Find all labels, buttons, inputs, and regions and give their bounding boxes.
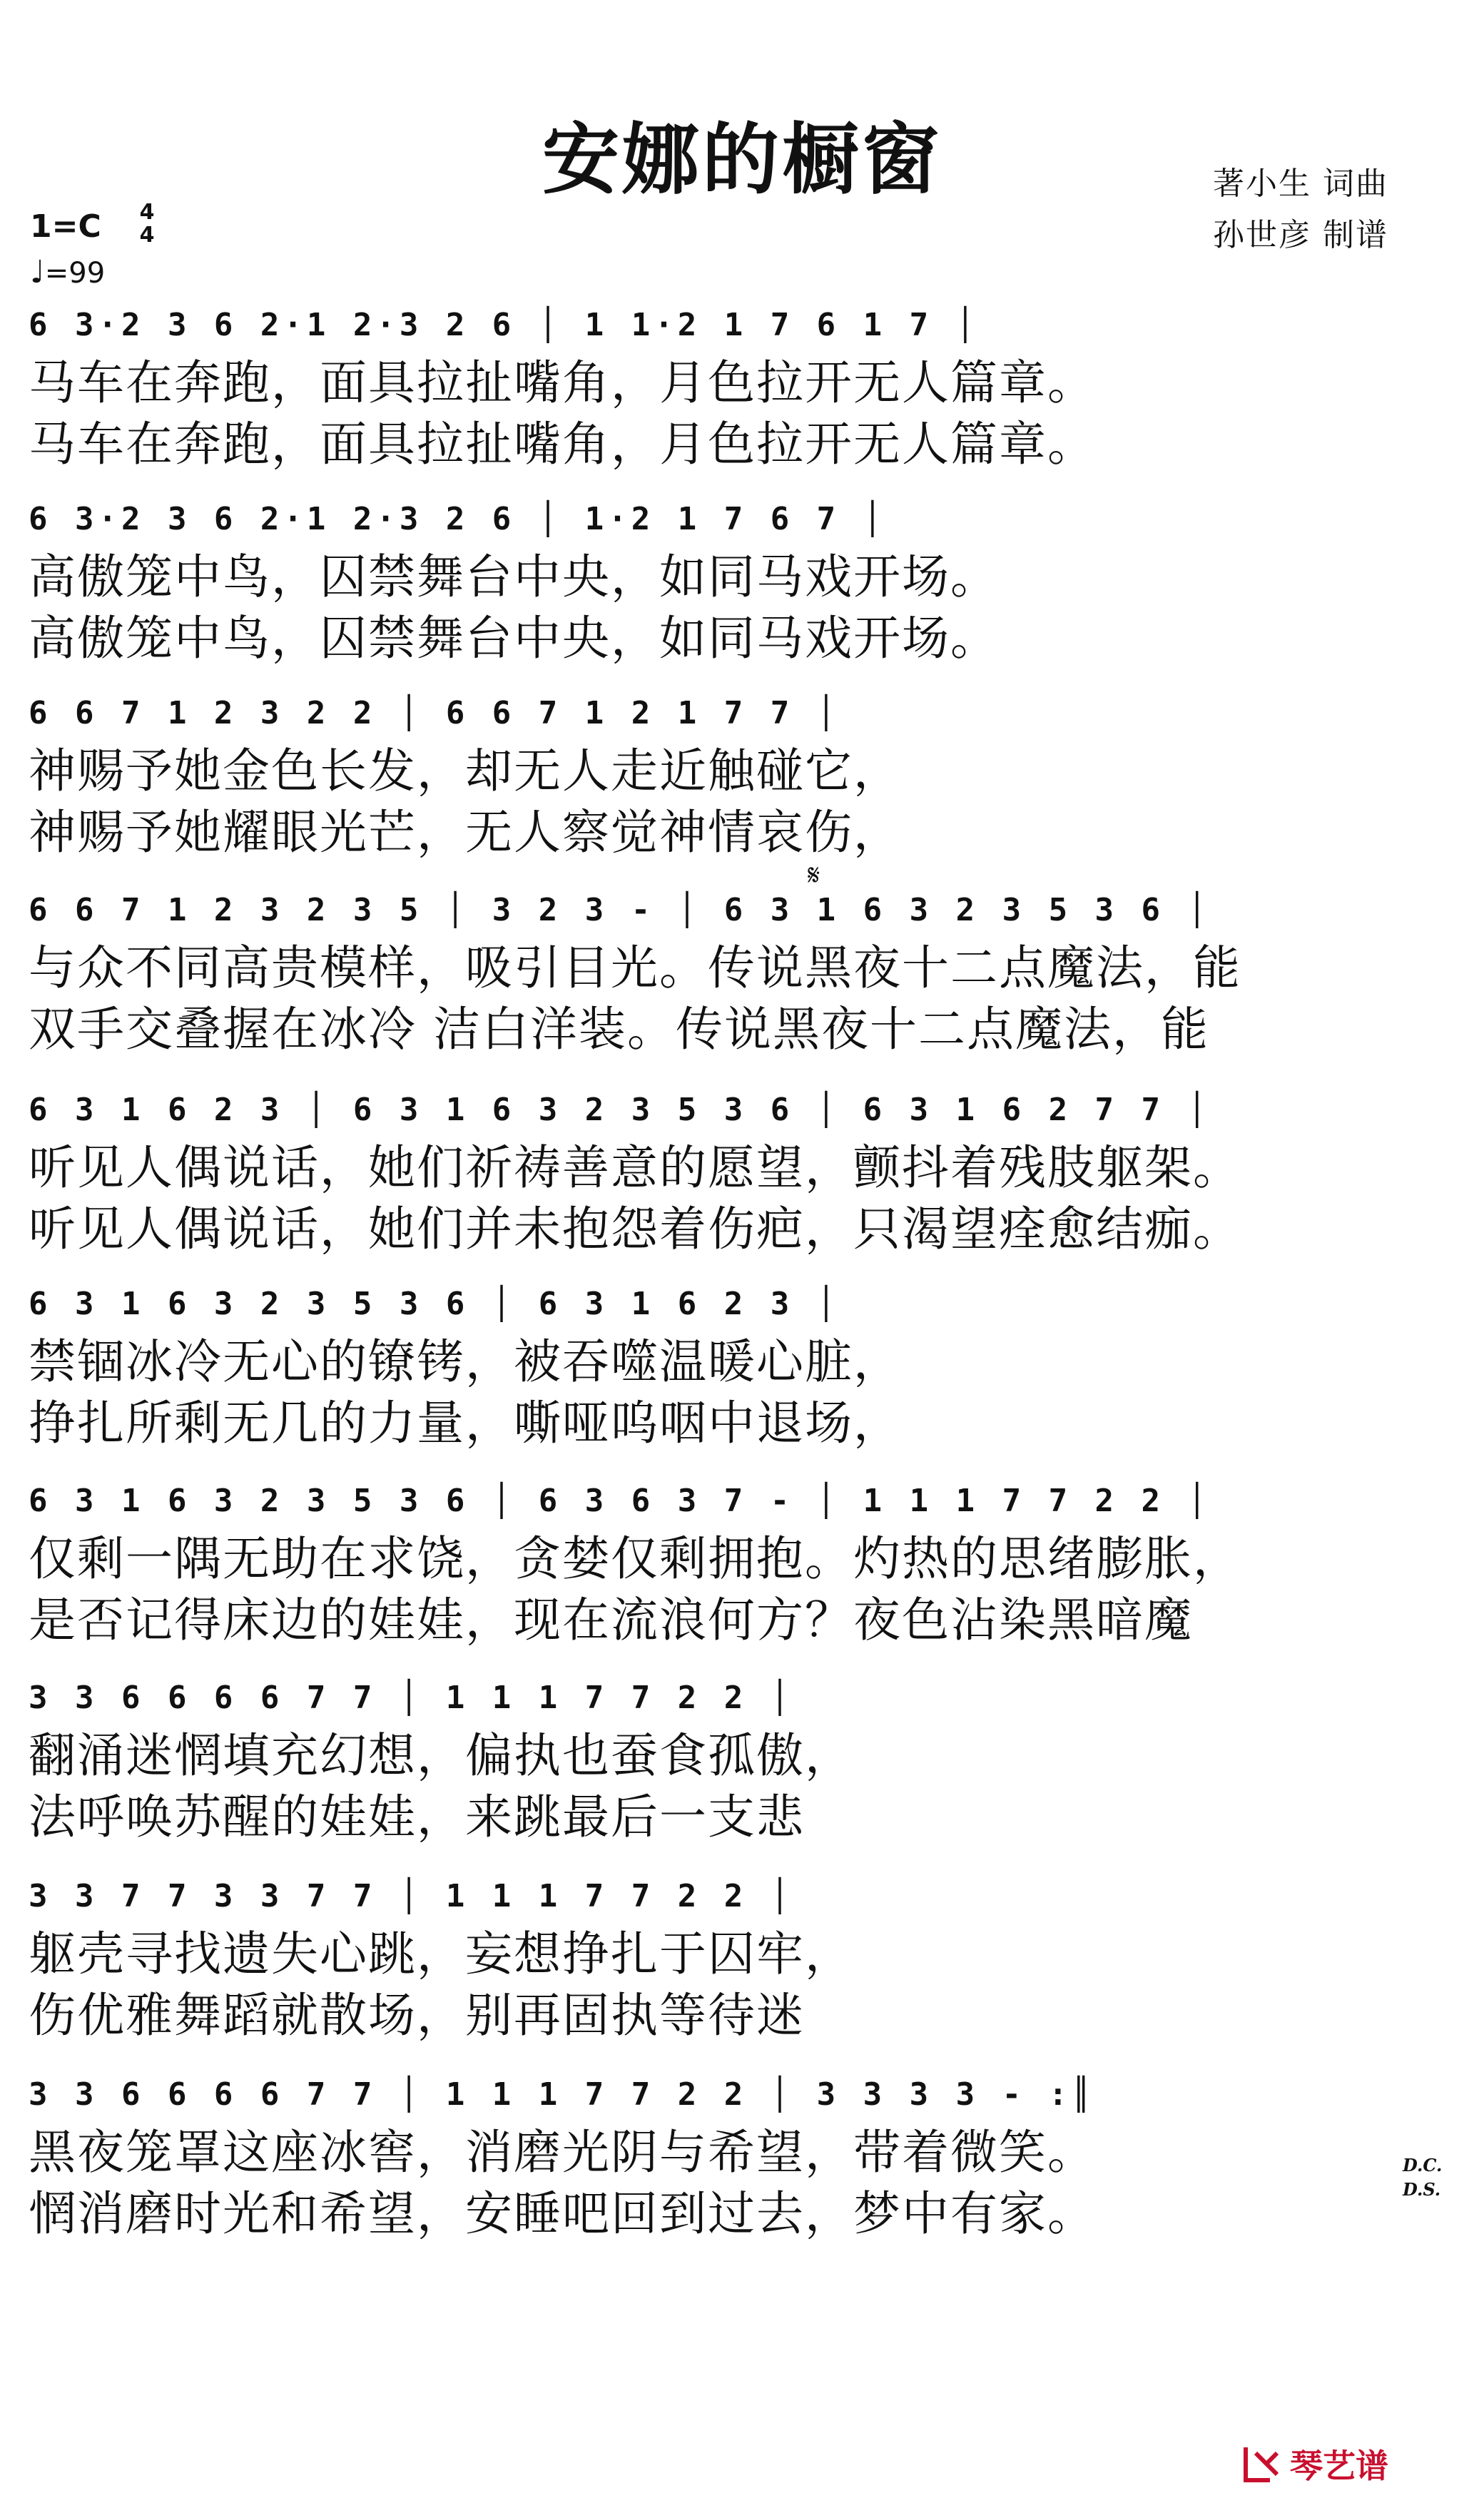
lyric-verse-1: 黑夜笼罩这座冰窖，消磨光阴与希望，带着微笑。	[29, 2125, 1096, 2180]
lyric-verse-1: 高傲笼中鸟，囚禁舞台中央，如同马戏开场。	[29, 549, 999, 604]
score-row	[0, 679, 1484, 865]
tempo-value: =99	[44, 257, 106, 290]
lyric-verse-1: 禁锢冰冷无心的镣铐，被吞噬温暖心脏，	[29, 1334, 902, 1389]
lyric-verse-2: 挣扎所剩无几的力量，嘶哑呜咽中退场，	[29, 1396, 902, 1451]
watermark	[1241, 2440, 1388, 2487]
lyric-verse-1: 仅剩一隅无助在求饶，贪婪仅剩拥抱。灼热的思绪膨胀，	[29, 1531, 1241, 1586]
lyric-verse-2: 惘消磨时光和希望，安睡吧回到过去，梦中有家。	[29, 2186, 1096, 2241]
notation-line: 6 6 7 1 2 3 2 2 │ 6 6 7 1 2 1 7 7 │	[29, 695, 840, 731]
score-row	[0, 2061, 1484, 2246]
lyric-verse-1: 躯壳寻找遗失心跳，妄想挣扎于囚牢，	[29, 1926, 853, 1981]
tempo-marking	[30, 254, 105, 290]
lyric-verse-1: 翻涌迷惘填充幻想，偏执也蚕食孤傲，	[29, 1728, 853, 1783]
score-row	[0, 485, 1484, 671]
lyric-verse-2: 神赐予她耀眼光芒，无人察觉神情哀伤，	[29, 805, 902, 860]
notation-line: 6 3·2 3 6 2·1 2·3 2 6 │ 1 1·2 1 7 6 1 7 │	[29, 307, 980, 343]
qinzhipu-logo-icon	[1241, 2443, 1283, 2484]
lyric-verse-2: 是否记得床边的娃娃，现在流浪何方？夜色沾染黑暗魔	[29, 1593, 1193, 1647]
watermark-text: 琴艺谱	[1290, 2447, 1388, 2485]
lyric-verse-2: 高傲笼中鸟，囚禁舞台中央，如同马戏开场。	[29, 611, 999, 666]
score-row	[0, 291, 1484, 477]
ds-marking: D.S.	[1403, 2179, 1441, 2200]
dc-marking: D.C.	[1403, 2155, 1443, 2175]
score-row	[0, 876, 1484, 1062]
lyric-verse-1: 神赐予她金色长发，却无人走近触碰它，	[29, 743, 902, 798]
time-signature	[133, 201, 161, 247]
notation-line: 6 6 7 1 2 3 2 3 5 │ 3 2 3 - │ 6 3 1 6 3 2 3 5 3 6 │	[29, 892, 1211, 928]
score-row	[0, 1664, 1484, 1849]
key-signature: 1=C	[30, 208, 101, 245]
lyric-verse-2: 法呼唤苏醒的娃娃，来跳最后一支悲	[29, 1789, 805, 1844]
score-row	[0, 1270, 1484, 1456]
time-signature-denominator: 4	[139, 223, 155, 248]
notation-line: 6 3 1 6 2 3 │ 6 3 1 6 3 2 3 5 3 6 │ 6 3 1 6 2 7 7 │	[29, 1092, 1211, 1128]
lyric-verse-2: 马车在奔跑，面具拉扯嘴角，月色拉开无人篇章。	[29, 417, 1096, 472]
arranger: 孙世彦 制谱	[1213, 217, 1388, 253]
notation-line: 3 3 6 6 6 6 7 7 │ 1 1 1 7 7 2 2 │ 3 3 3 3 - :║	[29, 2076, 1095, 2113]
lyric-verse-1: 与众不同高贵模样，吸引目光。传说黑夜十二点魔法，能	[29, 940, 1241, 995]
lyric-verse-2: 伤优雅舞蹈就散场，别再固执等待迷	[29, 1988, 805, 2043]
quarter-note-icon: ♩	[30, 254, 45, 290]
score-row	[0, 1076, 1484, 1261]
score-row	[0, 1467, 1484, 1652]
notation-line: 3 3 7 7 3 3 7 7 │ 1 1 1 7 7 2 2 │	[29, 1878, 794, 1914]
page-title: 安娜的橱窗	[542, 115, 942, 205]
time-signature-numerator: 4	[139, 200, 155, 225]
notation-line: 3 3 6 6 6 6 7 7 │ 1 1 1 7 7 2 2 │	[29, 1680, 794, 1716]
lyric-verse-2: 双手交叠握在冰冷 洁白洋装。传说黑夜十二点魔法，能	[29, 1002, 1209, 1057]
notation-line: 6 3 1 6 3 2 3 5 3 6 │ 6 3 1 6 2 3 │	[29, 1286, 840, 1322]
notation-line: 6 3 1 6 3 2 3 5 3 6 │ 6 3 6 3 7 - │ 1 1 1 7 7 2 2 │	[29, 1483, 1211, 1519]
lyricist-composer: 著小生 词曲	[1213, 166, 1388, 202]
lyric-verse-1: 听见人偶说话，她们祈祷善意的愿望，颤抖着残肢躯架。	[29, 1140, 1241, 1195]
segno-sign-icon: 𝄋	[808, 859, 820, 892]
lyric-verse-2: 听见人偶说话，她们并未抱怨着伤疤，只渴望痊愈结痂。	[29, 1202, 1241, 1256]
notation-line: 6 3·2 3 6 2·1 2·3 2 6 │ 1·2 1 7 6 7 │	[29, 501, 887, 537]
score-row	[0, 1862, 1484, 2048]
lyric-verse-1: 马车在奔跑，面具拉扯嘴角，月色拉开无人篇章。	[29, 355, 1096, 410]
